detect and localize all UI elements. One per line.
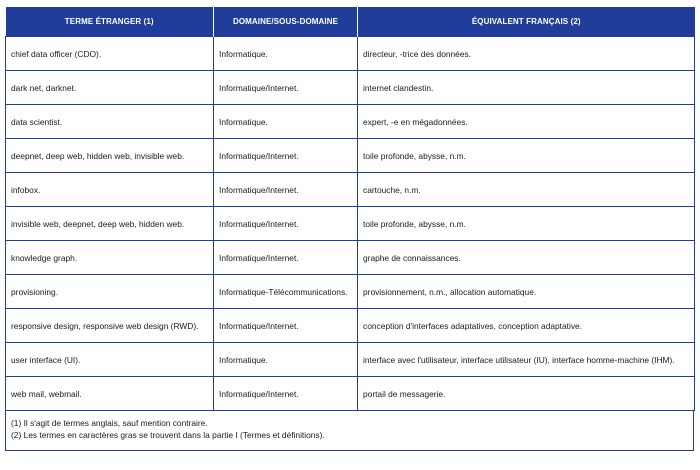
table-row xyxy=(6,377,695,411)
table-row xyxy=(6,343,695,377)
table-row xyxy=(6,173,695,207)
table-header-row xyxy=(6,7,695,37)
header-foreign-term: TERME ÉTRANGER (1) xyxy=(6,7,214,37)
cell-domain: Informatique/Internet. xyxy=(214,71,358,105)
table-row xyxy=(6,139,695,173)
cell-french-equivalent: portail de messagerie. xyxy=(358,377,695,411)
table-row xyxy=(6,309,695,343)
cell-foreign-term: invisible web, deepnet, deep web, hidden web. xyxy=(6,207,214,241)
cell-foreign-term: user interface (UI). xyxy=(6,343,214,377)
cell-domain: Informatique/Internet. xyxy=(214,377,358,411)
cell-domain: Informatique-Télécommunications. xyxy=(214,275,358,309)
table-row xyxy=(6,207,695,241)
cell-french-equivalent: interface avec l'utilisateur, interface utilisateur (IU), interface homme-machine (IHM). xyxy=(358,343,695,377)
table-body xyxy=(6,37,695,411)
cell-foreign-term: web mail, webmail. xyxy=(6,377,214,411)
cell-foreign-term: dark net, darknet. xyxy=(6,71,214,105)
table-row xyxy=(6,37,695,71)
cell-foreign-term: responsive design, responsive web design (RWD). xyxy=(6,309,214,343)
cell-french-equivalent: conception d'interfaces adaptatives, conception adaptative. xyxy=(358,309,695,343)
cell-foreign-term: chief data officer (CDO). xyxy=(6,37,214,71)
cell-domain: Informatique/Internet. xyxy=(214,309,358,343)
cell-domain: Informatique/Internet. xyxy=(214,241,358,275)
header-french-equivalent: ÉQUIVALENT FRANÇAIS (2) xyxy=(358,7,695,37)
cell-french-equivalent: directeur, -trice des données. xyxy=(358,37,695,71)
cell-foreign-term: data scientist. xyxy=(6,105,214,139)
cell-french-equivalent: provisionnement, n.m., allocation automatique. xyxy=(358,275,695,309)
table-row xyxy=(6,241,695,275)
cell-french-equivalent: toile profonde, abysse, n.m. xyxy=(358,139,695,173)
cell-foreign-term: deepnet, deep web, hidden web, invisible web. xyxy=(6,139,214,173)
cell-french-equivalent: cartouche, n.m. xyxy=(358,173,695,207)
cell-french-equivalent: toile profonde, abysse, n.m. xyxy=(358,207,695,241)
cell-domain: Informatique. xyxy=(214,105,358,139)
cell-foreign-term: infobox. xyxy=(6,173,214,207)
footnote-1: (1) Il s'agit de termes anglais, sauf mention contraire. xyxy=(11,418,208,428)
footnote-2: (2) Les termes en caractères gras se trouvent dans la partie I (Termes et définitions). xyxy=(11,430,325,440)
terminology-table xyxy=(5,7,695,411)
header-domain: DOMAINE/SOUS-DOMAINE xyxy=(214,7,358,37)
terminology-table-container xyxy=(5,7,694,451)
cell-french-equivalent: graphe de connaissances. xyxy=(358,241,695,275)
cell-foreign-term: provisioning. xyxy=(6,275,214,309)
cell-foreign-term: knowledge graph. xyxy=(6,241,214,275)
cell-domain: Informatique/Internet. xyxy=(214,207,358,241)
table-row xyxy=(6,105,695,139)
cell-french-equivalent: internet clandestin. xyxy=(358,71,695,105)
cell-domain: Informatique/Internet. xyxy=(214,139,358,173)
cell-french-equivalent: expert, -e en mégadonnées. xyxy=(358,105,695,139)
cell-domain: Informatique. xyxy=(214,37,358,71)
table-row xyxy=(6,275,695,309)
table-row xyxy=(6,71,695,105)
footnotes xyxy=(5,411,694,451)
cell-domain: Informatique/Internet. xyxy=(214,173,358,207)
cell-domain: Informatique. xyxy=(214,343,358,377)
